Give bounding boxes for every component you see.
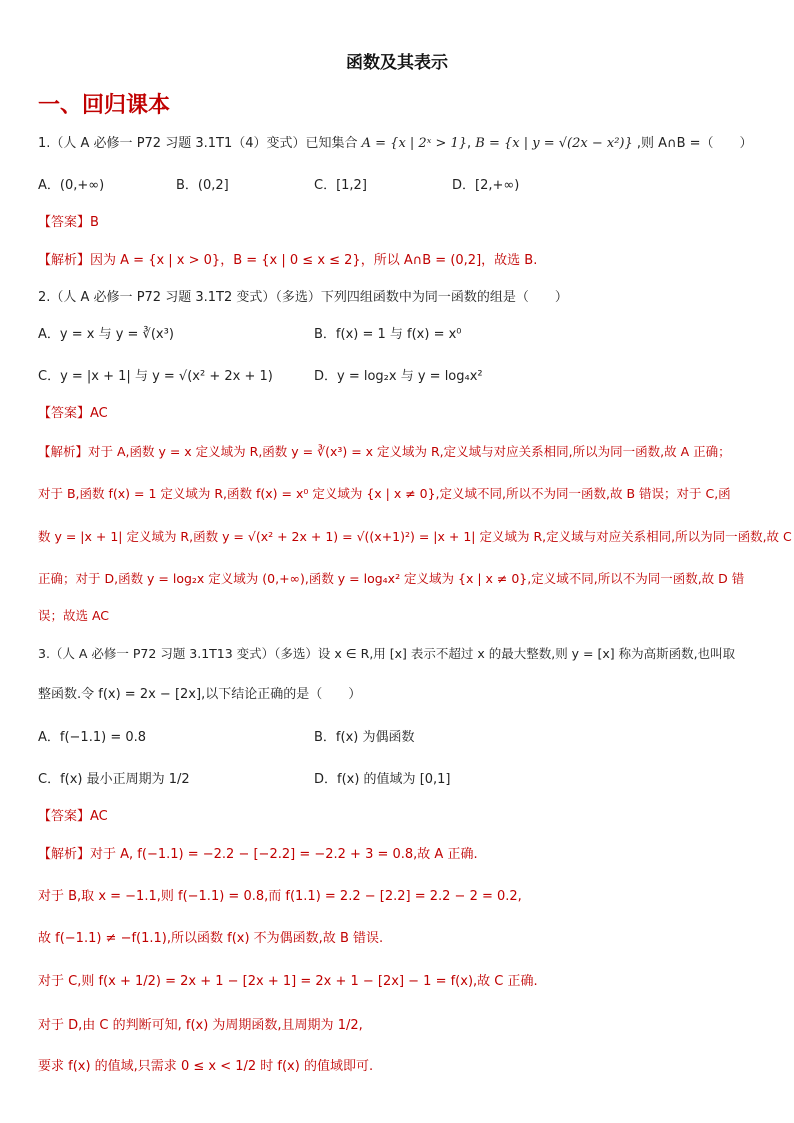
q2-stem: 2.（人 A 必修一 P72 习题 3.1T2 变式）（多选）下列四组函数中为同一函数的组是（ ） (38, 290, 568, 305)
q1-option-d: D．[2,+∞) (452, 178, 520, 193)
q2-analysis-line-4: 正确；对于 D,函数 y = log₂x 定义域为 (0,+∞),函数 y = log₄x² 定义域为 {x | x ≠ 0},定义域不同,所以不为同一函数,故 D 错 (38, 571, 745, 586)
q1-stem: 1.（人 A 必修一 P72 习题 3.1T1（4）变式）已知集合 A = {x | 2ˣ > 1}, B = {x | y = √(2x − x²)} ,则 A∩B =（ ） (38, 136, 753, 151)
q1-analysis-label: 【解析】 (38, 253, 91, 268)
q3-analysis-line-3: 故 f(−1.1) ≠ −f(1.1),所以函数 f(x) 不为偶函数,故 B 错误. (38, 931, 384, 946)
q3-option-c: C．f(x) 最小正周期为 1/2 (38, 772, 190, 787)
q2-option-a: A．y = x 与 y = ∛(x³) (38, 327, 174, 342)
q2-analysis-line-1 (38, 443, 764, 461)
q3-analysis-line-5: 对于 D,由 C 的判断可知, f(x) 为周期函数,且周期为 1/2, (38, 1018, 363, 1033)
section-title: 一、回归课本 (38, 93, 171, 118)
q2-analysis-text-1: 对于 A,函数 y = x 定义域为 R,函数 y = ∛(x³) = x 定义域为 R,定义域与对应关系相同,所以为同一函数,故 A 正确； (88, 444, 731, 459)
q1-analysis (38, 252, 764, 270)
q1-answer-value: B (90, 215, 99, 230)
q3-analysis-line-6: 要求 f(x) 的值域,只需求 0 ≤ x < 1/2 时 f(x) 的值域即可. (38, 1059, 374, 1074)
q2-option-c: C．y = |x + 1| 与 y = √(x² + 2x + 1) (38, 369, 273, 384)
q3-answer-label: 【答案】 (38, 809, 91, 824)
q2-answer-label: 【答案】 (38, 406, 91, 421)
q3-analysis-label: 【解析】 (38, 847, 91, 862)
q1-set-b: B = {x | y = √(2x − x²)} (475, 136, 633, 151)
q3-analysis-line-2: 对于 B,取 x = −1.1,则 f(−1.1) = 0.8,而 f(1.1) = 2.2 − [2.2] = 2.2 − 2 = 0.2, (38, 889, 522, 904)
q1-analysis-text: 因为 A = {x | x > 0}，B = {x | 0 ≤ x ≤ 2}，所以 A∩B = (0,2]，故选 B. (90, 253, 538, 268)
q1-answer (38, 214, 764, 232)
q3-option-d: D．f(x) 的值域为 [0,1] (314, 772, 451, 787)
q1-option-c: C．[1,2] (314, 178, 367, 193)
q3-option-a: A．f(−1.1) = 0.8 (38, 730, 147, 745)
page-title: 函数及其表示 (346, 53, 448, 73)
q3-answer-value: AC (90, 809, 108, 824)
q3-answer (38, 808, 764, 826)
q3-analysis-line-4: 对于 C,则 f(x + 1/2) = 2x + 1 − [2x + 1] = 2x + 1 − [2x] − 1 = f(x),故 C 正确. (38, 974, 538, 989)
q3-option-b: B．f(x) 为偶函数 (314, 730, 415, 745)
q1-stem-tail: ,则 A∩B =（ ） (636, 136, 753, 151)
q1-set-a: A = {x | 2ˣ > 1} (361, 136, 468, 151)
q2-analysis-line-2: 对于 B,函数 f(x) = 1 定义域为 R,函数 f(x) = x⁰ 定义域为 {x | x ≠ 0},定义域不同,所以不为同一函数,故 B 错误；对于 C,函 (38, 486, 731, 501)
q2-analysis-line-5: 误；故选 AC (38, 608, 110, 623)
q3-analysis-line-1 (38, 846, 764, 864)
q2-answer (38, 405, 764, 423)
q2-analysis-label: 【解析】 (38, 444, 89, 459)
q3-stem-line-1: 3.（人 A 必修一 P72 习题 3.1T13 变式）（多选）设 x ∈ R,用 [x] 表示不超过 x 的最大整数,则 y = [x] 称为高斯函数,也叫取 (38, 646, 736, 661)
q1-answer-label: 【答案】 (38, 215, 91, 230)
q1-option-b: B．(0,2] (176, 178, 229, 193)
q3-stem-line-2: 整函数.令 f(x) = 2x − [2x],以下结论正确的是（ ） (38, 687, 362, 702)
q2-option-d: D．y = log₂x 与 y = log₄x² (314, 369, 483, 384)
q1-stem-text: 1.（人 A 必修一 P72 习题 3.1T1（4）变式）已知集合 (38, 136, 358, 151)
q2-analysis-line-3: 数 y = |x + 1| 定义域为 R,函数 y = √(x² + 2x + 1) = √((x+1)²) = |x + 1| 定义域为 R,定义域与对应关系相同,所以为同一函数,故 C (38, 529, 792, 544)
q2-option-b: B．f(x) = 1 与 f(x) = x⁰ (314, 327, 462, 342)
q2-answer-value: AC (90, 406, 108, 421)
q3-analysis-text-1: 对于 A, f(−1.1) = −2.2 − [−2.2] = −2.2 + 3 = 0.8,故 A 正确. (90, 847, 478, 862)
q1-option-a: A．(0,+∞) (38, 178, 105, 193)
